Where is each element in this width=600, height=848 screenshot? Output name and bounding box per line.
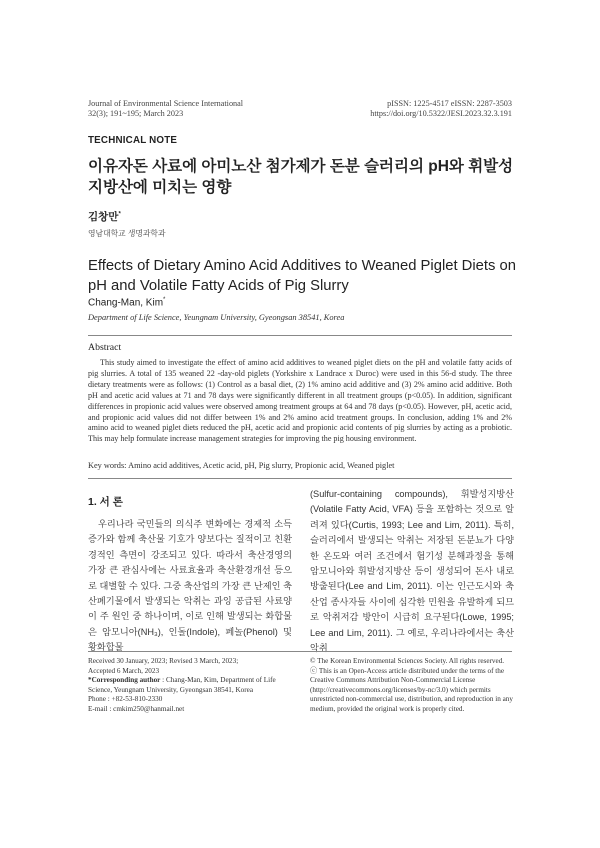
journal-header-right — [370, 99, 512, 119]
phone: Phone : +82-53-810-2330 — [88, 695, 163, 704]
issn-line: pISSN: 1225-4517 eISSN: 2287-3503 — [387, 99, 512, 108]
korean-affiliation: 영남대학교 생명과학과 — [88, 229, 166, 238]
received-dates: Received 30 January, 2023; Revised 3 March, 2023; — [88, 657, 239, 665]
corresponding-author — [88, 676, 298, 695]
doi-line[interactable]: https://doi.org/10.5322/JESI.2023.32.3.191 — [370, 109, 512, 118]
abstract-bottom-rule — [88, 478, 512, 479]
intro-left-column: 우리나라 국민들의 의식주 변화에는 경제적 소득 증가와 함께 축산물 기호가 양보다는 질적이고 친환경적인 측면이 강조되고 있다. 따라서 축산경영의 가장 큰 관심사에는 사료효율과 축산환경개선 등으로 대별할 수 있다. 그중 축산업의 가장 큰 난제인 축산폐기물에서 발생되는 악취는 과잉 공급된 사료양이 주 원인 중 하나이며, 이로 인해 발생되는 화합물은 암모니아(NH₃), 인돌(Indole), 페놀(Phenol) 및 황화합물 — [88, 519, 292, 653]
accepted-date: Accepted 6 March, 2023 — [88, 666, 160, 675]
abstract-body: This study aimed to investigate the effect of amino acid additives to weaned piglet diets on the pH and volatile fatty acids of pig slurries. A total of 135 weaned 22 -day-old piglets (Yorkshire x Landrace x Duroc) were used in this 56-d study. The three dietary treatments were as follows: (1) Control as a basal diet, (2) 1% amino acid additive and (3) 2% amino acid additive. Both pH and acetic acid values at 71 and 78 days were significantly different in all treatment groups (p<0.05). In addition, significant differences in propionic acid values were observed among treatment groups at 64 and 78 days (p<0.05). However, pH, acetic acid, and propionic acid values did not differ between 1% and 2% amino acid treatment groups. In conclusion, adding 1% and 2% amino acid to weaned piglet diets reduced the pH, acetic acid and propionic acid contents of pig slurries by acting as a probiotic. This may help formulate increase management strategies for improving the pig housing environment. — [88, 358, 512, 444]
section-heading: 1. 서 론 — [88, 496, 123, 508]
footnote-right — [310, 657, 520, 715]
volume-line: 32(3); 191~195; March 2023 — [88, 109, 184, 118]
english-author-name: Chang-Man, Kim — [88, 297, 164, 309]
english-author — [88, 297, 165, 308]
abstract-heading: Abstract — [88, 342, 122, 353]
korean-author-name: 김창만 — [88, 211, 119, 223]
corresponding-text: : Chang-Man, Kim, Department of Life Science, Yeungnam University, Gyeongsan 38541, Korea — [88, 676, 276, 694]
journal-header-left — [88, 99, 243, 119]
abstract-top-rule — [88, 335, 512, 336]
english-affiliation: Department of Life Science, Yeungnam University, Gyeongsan 38541, Korea — [88, 313, 345, 322]
keywords-label: Key words: — [88, 461, 127, 470]
copyright-notice: © The Korean Environmental Sciences Society. All rights reserved. — [310, 657, 505, 665]
corresponding-label: *Corresponding author — [88, 676, 161, 685]
email[interactable]: E-mail : cmkim250@hanmail.net — [88, 704, 185, 713]
keywords — [88, 461, 512, 470]
intro-right-column: (Sulfur-containing compounds), 휘발성지방산 (Volatile Fatty Acid, VFA) 등을 포함하는 것으로 알려져 있다(Curtis, 1993; Lee and Lim, 2011). 특히, 슬러리에서 발생되는 악취는 저장된 돈분뇨가 다양한 온도와 여러 조건에서 혐기성 분해과정을 통해 암모니아와 휘발성지방산 등이 생성되어 돈사 내로 방출된다(Lee and Lim, 2011). 이는 인근도시와 축산업 종사자들 사이에 심각한 민원을 유발하게 되므로 악취저감 방안이 시급히 요구된다(Lowe, 1995; Lee and Lim, 2011). 그 예로, 우리나라에서는 축산악취 — [310, 489, 514, 654]
korean-title: 이유자돈 사료에 아미노산 첨가제가 돈분 슬러리의 pH와 휘발성지방산에 미치는 영향 — [88, 158, 514, 196]
english-author-mark: * — [163, 297, 166, 303]
footnote-rule — [88, 651, 512, 652]
license-notice: ⓒ This is an Open-Access article distributed under the terms of the Creative Commons Attribution Non-Commercial License (http://creativecommons.org/licenses/by-nc/3.0) which permits unrestricted non-commercial use, distribution, and reproduction in any medium, provided the original work is properly cited. — [310, 666, 513, 713]
article-type: TECHNICAL NOTE — [88, 135, 178, 146]
english-title: Effects of Dietary Amino Acid Additives to Weaned Piglet Diets on pH and Volatile Fatty Acids of Pig Slurry — [88, 258, 516, 294]
footnote-left — [88, 657, 298, 715]
korean-author — [88, 209, 121, 224]
keywords-list: Amino acid additives, Acetic acid, pH, Pig slurry, Propionic acid, Weaned piglet — [128, 461, 395, 470]
journal-name: Journal of Environmental Science International — [88, 99, 244, 108]
korean-author-mark: * — [118, 211, 121, 218]
